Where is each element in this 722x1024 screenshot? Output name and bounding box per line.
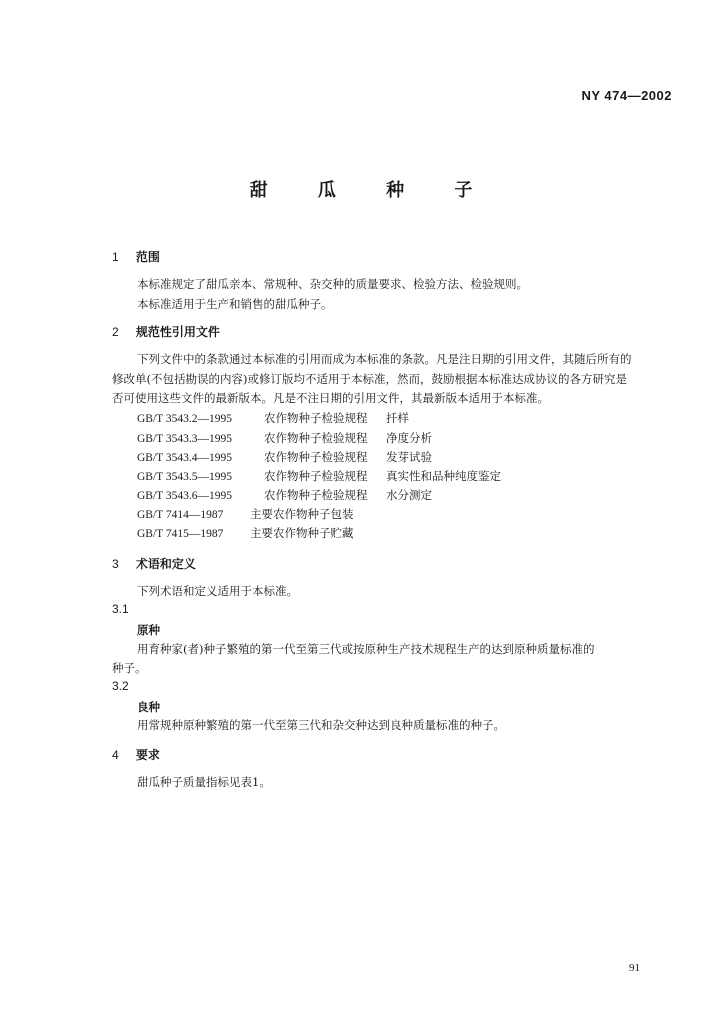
- reference-code: GB/T 3543.5—1995: [137, 471, 232, 483]
- paragraph: 下列术语和定义适用于本标准。: [137, 584, 298, 598]
- reference-code: GB/T 7414—1987: [137, 509, 224, 521]
- section-number: 3: [112, 557, 119, 571]
- term-definition-line: 用常规种原种繁殖的第一代至第三代和杂交种达到良种质量标准的种子。: [137, 718, 505, 732]
- section-title: 范围: [135, 250, 160, 264]
- term-number: 3.1: [112, 602, 129, 616]
- reference-title: 农作物种子检验规程: [264, 431, 368, 445]
- section-2-heading: [112, 323, 220, 340]
- reference-item: [137, 468, 501, 484]
- reference-title: 农作物种子检验规程: [264, 469, 368, 483]
- section-4-heading: [112, 746, 160, 763]
- reference-subtitle: 净度分析: [386, 431, 432, 445]
- reference-title: 农作物种子检验规程: [264, 411, 368, 425]
- reference-title: 主要农作物种子贮藏: [250, 526, 354, 540]
- paragraph: 本标准规定了甜瓜亲本、常规种、杂交种的质量要求、检验方法、检验规则。: [137, 277, 528, 291]
- reference-item: [137, 487, 432, 503]
- term-name: 原种: [137, 623, 160, 637]
- reference-code: GB/T 3543.3—1995: [137, 433, 232, 445]
- reference-subtitle: 水分测定: [386, 488, 432, 502]
- section-title: 术语和定义: [135, 557, 196, 571]
- paragraph-line: 否可使用这些文件的最新版本。凡是不注日期的引用文件，其最新版本适用于本标准。: [112, 391, 549, 405]
- paragraph: 甜瓜种子质量指标见表1。: [137, 775, 271, 789]
- section-title: 要求: [135, 748, 160, 762]
- section-number: 2: [112, 325, 119, 339]
- reference-title: 农作物种子检验规程: [264, 450, 368, 464]
- reference-item: [137, 525, 354, 541]
- reference-item: [137, 449, 432, 465]
- standard-code: NY 474—2002: [581, 88, 672, 103]
- paragraph: 本标准适用于生产和销售的甜瓜种子。: [137, 297, 333, 311]
- term-number: 3.2: [112, 679, 129, 693]
- section-1-heading: [112, 248, 160, 265]
- reference-item: [137, 506, 354, 522]
- section-3-heading: [112, 555, 196, 572]
- reference-subtitle: 真实性和品种纯度鉴定: [386, 469, 501, 483]
- page-number: 91: [629, 962, 640, 974]
- section-title: 规范性引用文件: [135, 325, 220, 339]
- reference-code: GB/T 3543.6—1995: [137, 490, 232, 502]
- term-definition-line: 用育种家(者)种子繁殖的第一代至第三代或按原种生产技术规程生产的达到原种质量标准的: [137, 642, 595, 656]
- document-title: 甜 瓜 种 子: [249, 180, 495, 201]
- reference-subtitle: 扦样: [386, 411, 409, 425]
- reference-title: 主要农作物种子包装: [250, 507, 354, 521]
- reference-title: 农作物种子检验规程: [264, 488, 368, 502]
- section-number: 1: [112, 250, 119, 264]
- reference-code: GB/T 3543.4—1995: [137, 452, 232, 464]
- section-number: 4: [112, 748, 119, 762]
- reference-code: GB/T 7415—1987: [137, 528, 224, 540]
- term-definition-line: 种子。: [112, 661, 147, 675]
- reference-subtitle: 发芽试验: [386, 450, 432, 464]
- paragraph-line: 修改单(不包括勘误的内容)或修订版均不适用于本标准，然而，鼓励根据本标准达成协议的各方研究是: [112, 372, 627, 386]
- reference-code: GB/T 3543.2—1995: [137, 413, 232, 425]
- reference-item: [137, 430, 432, 446]
- paragraph-line: 下列文件中的条款通过本标准的引用而成为本标准的条款。凡是注日期的引用文件，其随后所有的: [137, 352, 632, 366]
- term-name: 良种: [137, 700, 160, 714]
- reference-item: [137, 410, 409, 426]
